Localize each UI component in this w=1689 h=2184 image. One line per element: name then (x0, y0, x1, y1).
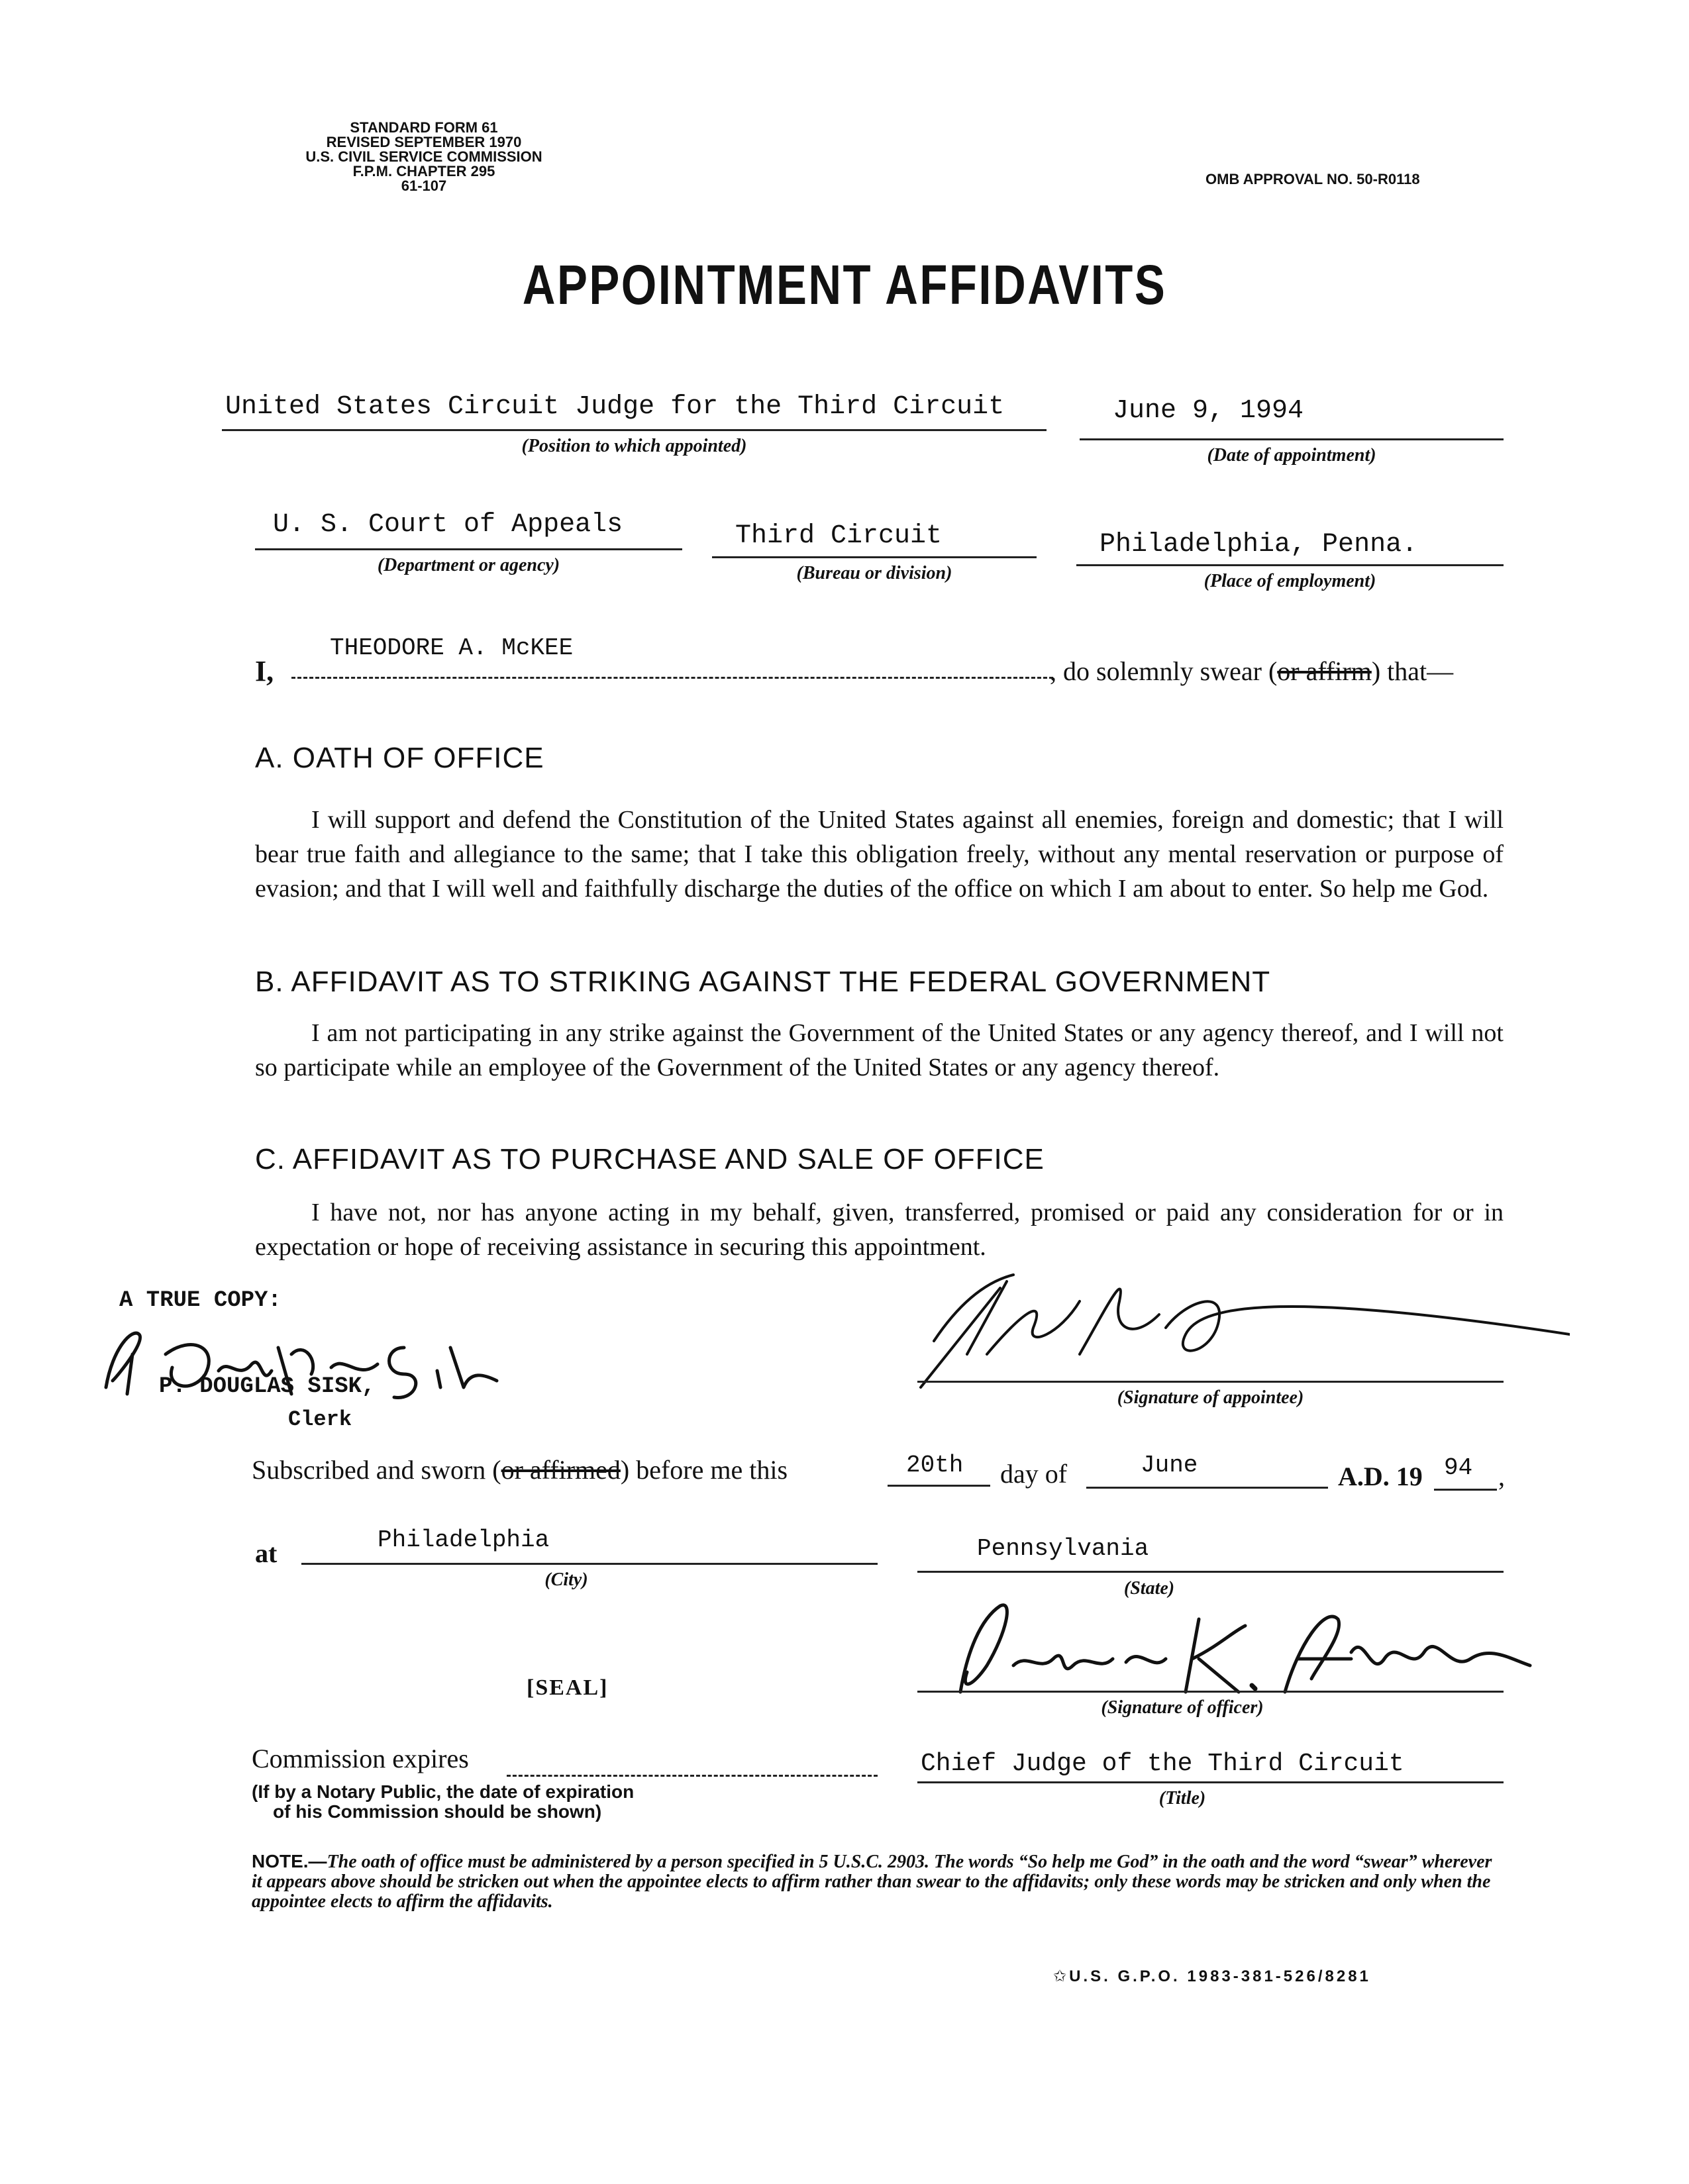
month-line (1086, 1487, 1328, 1489)
year-line (1434, 1489, 1497, 1491)
city-line (301, 1563, 878, 1565)
officer-title-field: Chief Judge of the Third Circuit (921, 1750, 1404, 1778)
section-a-text: I will support and defend the Constitution of the United States against all enemies, foreign and domestic; that I will bear true faith and allegiance to the same; that I take this obligation freely, without any mental reservation or purpose of evasion; and that I will well and faithfully discharge the duties of the office on which I am about to enter. So help me God. (255, 806, 1504, 903)
place-caption: (Place of employment) (1203, 571, 1376, 591)
subscribed-text-1 (252, 1454, 788, 1485)
form-info (252, 121, 596, 193)
sworn-day: 20th (906, 1452, 964, 1479)
bureau-line (712, 556, 1037, 558)
bureau-field: Third Circuit (735, 521, 943, 551)
position-field: United States Circuit Judge for the Third Circuit (225, 392, 1005, 422)
section-b-text: I am not participating in any strike against the Government of the United States or any agency thereof, and I will not so participate while an employee of the Government of the United States or any agency thereof. (255, 1019, 1504, 1081)
oath-end: ) that— (1371, 656, 1454, 686)
ad-label: A.D. 19 (1338, 1462, 1423, 1491)
oath-swear-text (1050, 656, 1453, 687)
state-line (917, 1571, 1504, 1573)
section-c-text: I have not, nor has anyone acting in my behalf, given, transferred, promised or paid any consideration for or in expectation or hope of receiving assistance in securing this appointment. (255, 1199, 1504, 1261)
omb-approval: OMB APPROVAL NO. 50-R0118 (1205, 171, 1420, 187)
form-info-line: 61-107 (401, 177, 447, 194)
clerk-name: P. DOUGLAS SISK, (159, 1374, 376, 1399)
struck-affirmed: or affirmed (501, 1455, 621, 1485)
appointee-signature-caption: (Signature of appointee) (1117, 1387, 1304, 1408)
oath-prefix: I, (255, 655, 274, 687)
form-info-line: REVISED SEPTEMBER 1970 (326, 134, 522, 150)
commission-note-1: (If by a Notary Public, the date of expiration (252, 1781, 635, 1802)
appointee-name: THEODORE A. McKEE (330, 634, 574, 662)
position-caption: (Position to which appointed) (521, 436, 747, 456)
day-line (888, 1485, 990, 1487)
department-line (255, 548, 682, 550)
place-field: Philadelphia, Penna. (1100, 530, 1418, 560)
oath-suffix: , do solemnly swear ( (1050, 656, 1278, 686)
name-line (291, 677, 1053, 679)
city-field: Philadelphia (378, 1526, 550, 1554)
city-caption: (City) (544, 1569, 588, 1590)
struck-affirm: or affirm (1277, 656, 1372, 686)
clerk-role: Clerk (288, 1407, 352, 1432)
note-block (252, 1852, 1504, 1912)
form-info-line: STANDARD FORM 61 (350, 119, 498, 136)
year-comma: , (1498, 1462, 1505, 1491)
appointee-signature-line (917, 1381, 1504, 1383)
form-info-line: U.S. CIVIL SERVICE COMMISSION (305, 148, 542, 165)
date-appointment-field: June 9, 1994 (1113, 396, 1304, 426)
bureau-caption: (Bureau or division) (796, 563, 952, 583)
commission-label: Commission expires (252, 1744, 469, 1773)
officer-signature-line (917, 1691, 1504, 1693)
appointee-signature (907, 1262, 1570, 1394)
state-caption: (State) (1123, 1578, 1175, 1599)
commission-line (507, 1775, 878, 1777)
position-line (222, 429, 1047, 431)
commission-note-2: of his Commission should be shown) (273, 1801, 602, 1822)
officer-signature-caption: (Signature of officer) (1101, 1697, 1264, 1718)
sworn-year: 94 (1444, 1454, 1473, 1481)
subscribed-label-2: ) before me this (620, 1455, 788, 1485)
day-of-label: day of (1000, 1459, 1068, 1489)
subscribed-label: Subscribed and sworn ( (252, 1455, 501, 1485)
note-label: NOTE.— (252, 1851, 327, 1871)
form-info-line: F.P.M. CHAPTER 295 (352, 163, 495, 179)
officer-signature (941, 1593, 1537, 1705)
gpo-imprint: ✩U.S. G.P.O. 1983-381-526/8281 (1053, 1967, 1371, 1985)
page-title: APPOINTMENT AFFIDAVITS (522, 254, 1167, 316)
state-field: Pennsylvania (977, 1535, 1149, 1562)
date-appointment-line (1080, 438, 1504, 440)
department-field: U. S. Court of Appeals (273, 510, 623, 540)
seal-label: [SEAL] (527, 1675, 609, 1700)
note-text: The oath of office must be administered by a person specified in 5 U.S.C. 2903. The words “So help me God” in the oath and the word “swear” wherever it appears above should be stricken out when the appointee elects to affirm rather than swear to the affidavits; only these words may be stricken and only when the appointee elects to affirm the affidavits. (252, 1852, 1492, 1912)
section-b-heading: B. AFFIDAVIT AS TO STRIKING AGAINST THE FEDERAL GOVERNMENT (255, 966, 1271, 998)
true-copy-label: A TRUE COPY: (119, 1288, 282, 1313)
officer-title-caption: (Title) (1158, 1788, 1206, 1809)
place-line (1076, 564, 1504, 566)
sworn-month: June (1141, 1452, 1198, 1479)
date-appointment-caption: (Date of appointment) (1207, 445, 1376, 466)
at-label: at (255, 1538, 278, 1568)
officer-title-line (917, 1781, 1504, 1783)
section-a-heading: A. OATH OF OFFICE (255, 742, 544, 774)
department-caption: (Department or agency) (377, 555, 560, 575)
section-c-heading: C. AFFIDAVIT AS TO PURCHASE AND SALE OF OFFICE (255, 1143, 1045, 1175)
